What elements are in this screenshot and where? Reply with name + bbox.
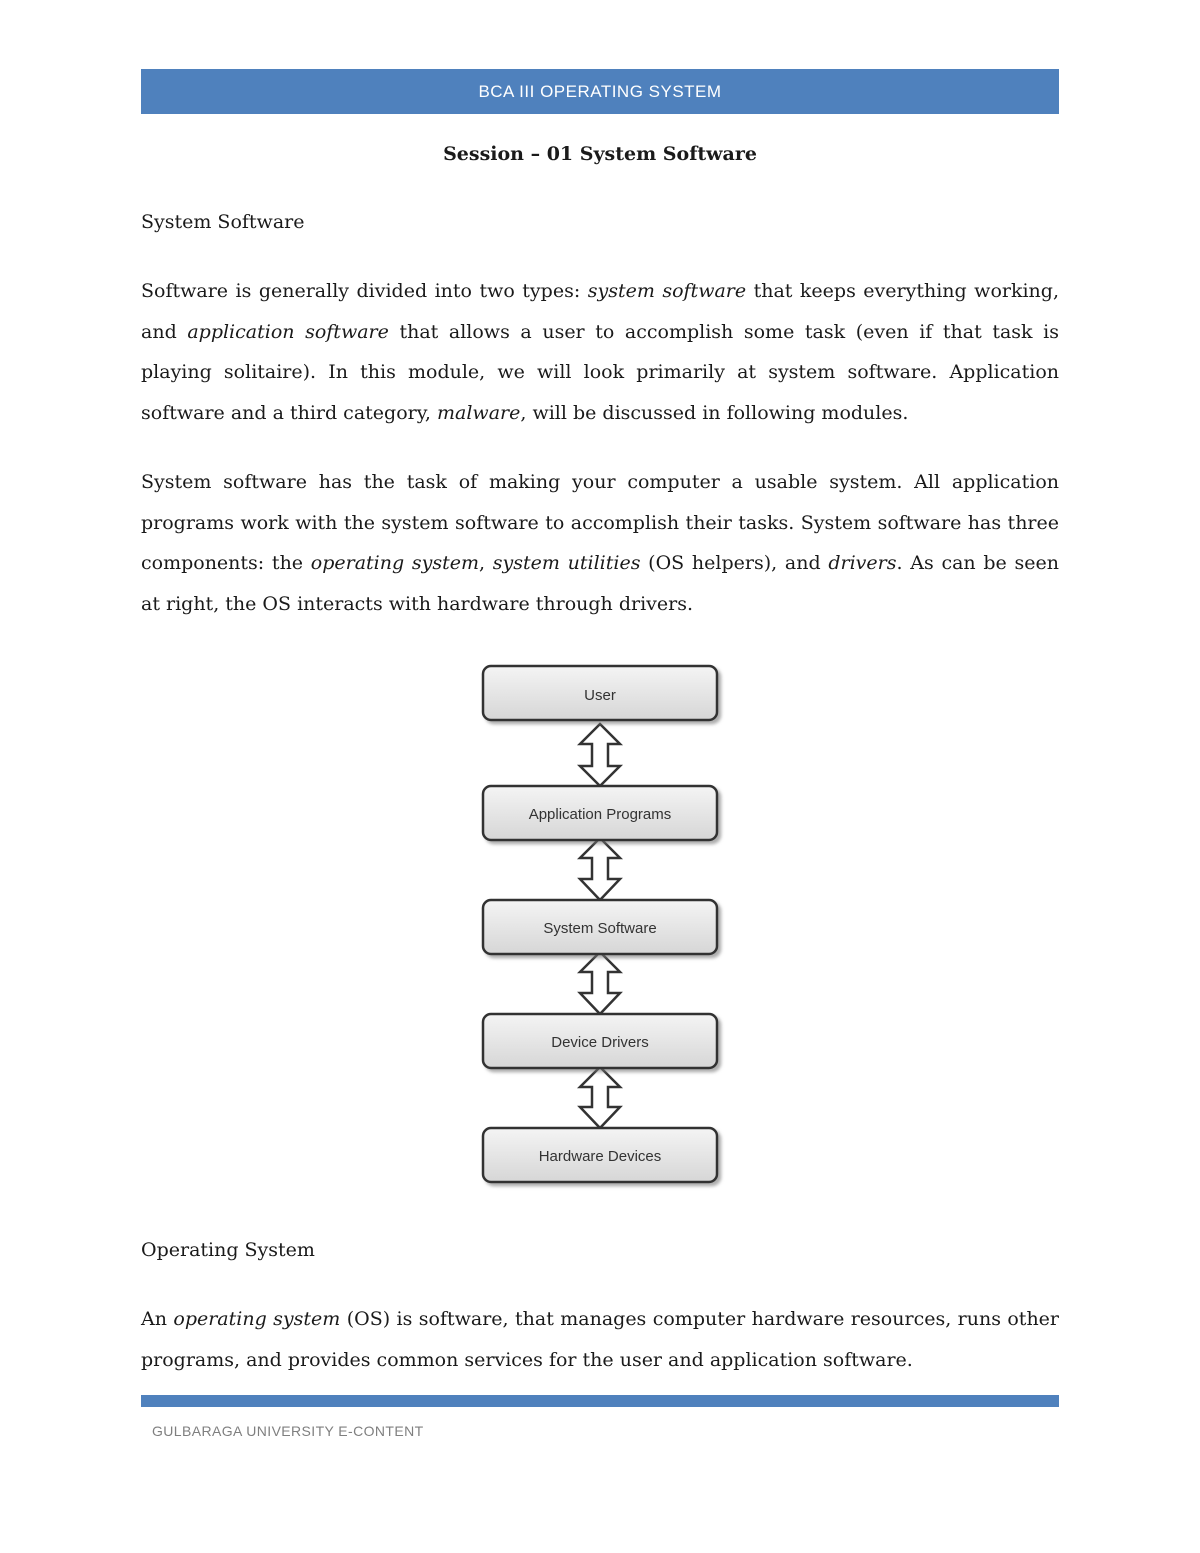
diagram-label-application-programs: Application Programs: [528, 806, 672, 823]
diagram-label-device-drivers: Device Drivers: [551, 1034, 649, 1051]
double-arrow-icon: [580, 838, 620, 900]
session-title: Session – 01 System Software: [443, 143, 757, 165]
diagram-box-application-programs: [483, 786, 717, 840]
system-layers-diagram: [475, 658, 725, 1193]
diagram-box-hardware-devices: [483, 1128, 717, 1182]
footer-text: GULBARAGA UNIVERSITY E-CONTENT: [152, 1423, 424, 1439]
section-heading-system-software: System Software: [141, 211, 305, 233]
double-arrow-icon: [580, 1067, 620, 1128]
diagram-label-hardware-devices: Hardware Devices: [538, 1148, 662, 1165]
double-arrow-icon: [580, 952, 620, 1014]
paragraph-software-types: Software is generally divided into two types: system software that keeps everything working, and application software that allows a user to accomplish some task (even if that task is playing solitaire). In this module, we will look primarily at system software. Application software and a third category, malware, will be discussed in following modules.: [141, 280, 1059, 424]
paragraph-system-software-task: System software has the task of making your computer a usable system. All application programs work with the system software to accomplish their tasks. System software has three components: the operating system, system utilities (OS helpers), and drivers. As can be seen at right, the OS interacts with hardware through drivers.: [141, 471, 1059, 615]
footer-bar: [141, 1395, 1059, 1407]
diagram-label-user: User: [584, 687, 616, 704]
header-title: BCA III OPERATING SYSTEM: [478, 81, 722, 101]
header-bar: [141, 69, 1059, 114]
paragraph-operating-system-definition: An operating system (OS) is software, that manages computer hardware resources, runs other programs, and provides common services for the user and application software.: [141, 1308, 1060, 1371]
section-heading-operating-system: Operating System: [141, 1239, 315, 1261]
double-arrow-icon: [580, 724, 620, 786]
diagram-box-system-software: [483, 900, 717, 954]
diagram-box-device-drivers: [483, 1014, 717, 1068]
diagram-box-user: [483, 666, 717, 720]
diagram-label-system-software: System Software: [543, 920, 657, 937]
